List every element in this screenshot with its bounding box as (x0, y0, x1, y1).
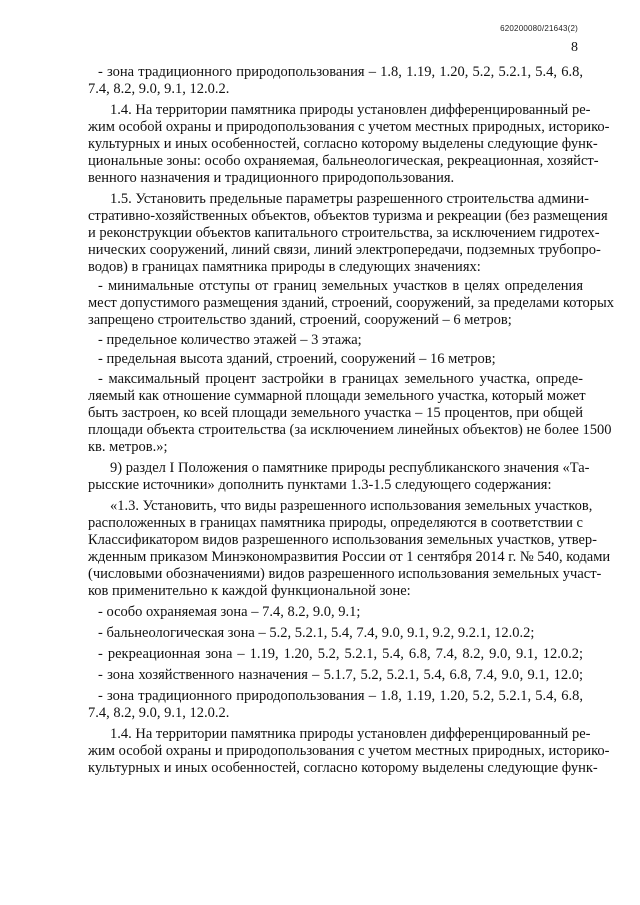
text-line: и реконструкции объектов капитального строительства, за исключением гидротех- (88, 225, 600, 241)
text-line: 1.4. На территории памятника природы установлен дифференцированный ре- (110, 726, 591, 742)
text-line: жим особой охраны и природопользования с учетом местных природных, историко- (88, 119, 610, 135)
text-line: - рекреационная зона – 1.19, 1.20, 5.2, 5.2.1, 5.4, 6.8, 7.4, 8.2, 9.0, 9.1, 12.0.2; (98, 646, 583, 662)
text-line: кв. метров.»; (88, 439, 168, 455)
text-line: водов) в границах памятника природы в следующих значениях: (88, 259, 481, 275)
text-line: 1.5. Установить предельные параметры разрешенного строительства админи- (110, 191, 589, 207)
text-line: ков применительно к каждой функциональной зоне: (88, 583, 411, 599)
text-line: быть застроен, ко всей площади земельного участка – 15 процентов, при общей (88, 405, 583, 421)
text-line: 9) раздел I Положения о памятнике природы республиканского значения «Та- (110, 460, 590, 476)
text-line: рысские источники» дополнить пунктами 1.3-1.5 следующего содержания: (88, 477, 552, 493)
text-line: - минимальные отступы от границ земельных участков в целях определения (98, 278, 583, 294)
text-line: - зона традиционного природопользования – 1.8, 1.19, 1.20, 5.2, 5.2.1, 5.4, 6.8, (98, 688, 583, 704)
text-line: культурных и иных особенностей, согласно которому выделены следующие функ- (88, 136, 598, 152)
text-line: «1.3. Установить, что виды разрешенного использования земельных участков, (110, 498, 593, 514)
text-line: - бальнеологическая зона – 5.2, 5.2.1, 5.4, 7.4, 9.0, 9.1, 9.2, 9.2.1, 12.0.2; (98, 625, 535, 641)
text-line: жим особой охраны и природопользования с учетом местных природных, историко- (88, 743, 610, 759)
text-line: Классификатором видов разрешенного использования земельных участков, утвер- (88, 532, 598, 548)
text-line: (числовыми обозначениями) видов разрешенного использования земельных участ- (88, 566, 602, 582)
text-line: - зона хозяйственного назначения – 5.1.7, 5.2, 5.2.1, 5.4, 6.8, 7.4, 9.0, 9.1, 12.0; (98, 667, 583, 683)
text-line: жденным приказом Минэкономразвития России от 1 сентября 2014 г. № 540, кодами (88, 549, 611, 565)
text-line: - предельное количество этажей – 3 этажа; (98, 332, 362, 348)
text-line: площади объекта строительства (за исключением линейных объектов) не более 1500 (88, 422, 612, 438)
text-line: культурных и иных особенностей, согласно которому выделены следующие функ- (88, 760, 598, 776)
text-line: ляемый как отношение суммарной площади земельного участка, который может (88, 388, 586, 404)
text-line: - особо охраняемая зона – 7.4, 8.2, 9.0, 9.1; (98, 604, 361, 620)
text-line: стративно-хозяйственных объектов, объектов туризма и рекреации (без размещения (88, 208, 608, 224)
text-line: 7.4, 8.2, 9.0, 9.1, 12.0.2. (88, 81, 230, 97)
text-line: расположенных в границах памятника природы, определяются в соответствии с (88, 515, 583, 531)
text-line: венного назначения и традиционного природопользования. (88, 170, 455, 186)
text-line: 7.4, 8.2, 9.0, 9.1, 12.0.2. (88, 705, 230, 721)
text-line: - максимальный процент застройки в границах земельного участка, опреде- (98, 371, 583, 387)
text-line: нических сооружений, линий связи, линий электропередачи, подземных трубопро- (88, 242, 601, 258)
text-line: запрещено строительство зданий, строений, сооружений – 6 метров; (88, 312, 512, 328)
document-registration-number: 620200080/21643(2) (500, 24, 578, 33)
page-number: 8 (571, 40, 578, 55)
text-line: циональные зоны: особо охраняемая, бальнеологическая, рекреационная, хозяйст- (88, 153, 599, 169)
text-line: 1.4. На территории памятника природы установлен дифференцированный ре- (110, 102, 591, 118)
text-line: мест допустимого размещения зданий, строений, сооружений, за пределами которых (88, 295, 615, 311)
text-line: - предельная высота зданий, строений, сооружений – 16 метров; (98, 351, 496, 367)
text-line: - зона традиционного природопользования – 1.8, 1.19, 1.20, 5.2, 5.2.1, 5.4, 6.8, (98, 64, 583, 80)
